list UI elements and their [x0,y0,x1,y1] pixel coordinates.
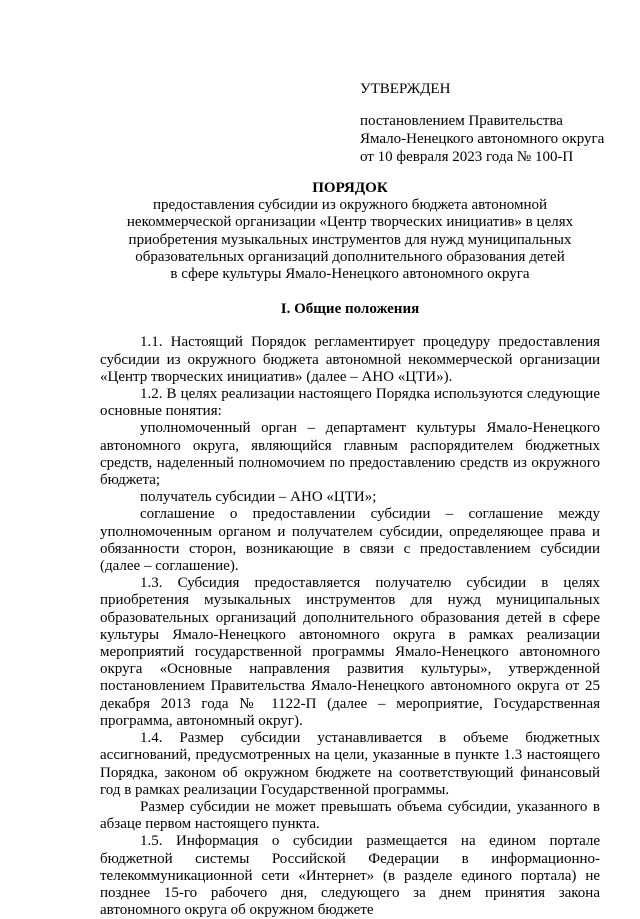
subtitle-line: в сфере культуры Ямало-Ненецкого автономного округа [170,266,530,283]
approval-line: Ямало-Ненецкого автономного округа [360,131,605,147]
paragraph: Размер субсидии не может превышать объема субсидии, указанного в абзаце первом настоящего пункта. [100,798,600,833]
document-subtitle [100,197,600,283]
approval-block [360,80,620,166]
document-title: ПОРЯДОК [312,180,388,196]
paragraph: уполномоченный орган – департамент культуры Ямало-Ненецкого автономного округа, являющийся главным распорядителем бюджетных средств, наделенный полномочием по предоставлению средств из окружного бюджета; [100,420,600,489]
subtitle-line: предоставления субсидии из окружного бюджета автономной [153,197,547,214]
paragraph: 1.4. Размер субсидии устанавливается в объеме бюджетных ассигнований, предусмотренных на цели, указанные в пункте 1.3 настоящего Порядка, законом об окружном бюджете на соответствующий финансовый год в рамках реализации Государственной программы. [100,730,600,798]
document-body [100,180,600,919]
approval-line: от 10 февраля 2023 года № 100-П [360,149,574,165]
subtitle-line: некоммерческой организации «Центр творческих инициатив» в целях [126,214,574,231]
paragraph: соглашение о предоставлении субсидии – соглашение между уполномоченным органом и получателем субсидии, определяющее права и обязанности сторон, возникающие в связи с предоставлением субсидии (далее – соглашение). [100,506,600,575]
approval-line: постановлением Правительства [360,113,563,129]
section-title: I. Общие положения [280,301,420,318]
approval-heading: УТВЕРЖДЕН [360,81,451,97]
paragraph: 1.5. Информация о субсидии размещается на едином портале бюджетной системы Российской Федерации в информационно-телекоммуникационной сети «Интернет» (в разделе единого портала) не позднее 15-го рабочего дня, следующего за днем принятия закона автономного округа об окружном бюджете [100,833,600,919]
paragraph: 1.1. Настоящий Порядок регламентирует процедуру предоставления субсидии из окружного бюджета автономной некоммерческой организации «Центр творческих инициатив» (далее – АНО «ЦТИ»). [100,334,600,385]
paragraph: 1.2. В целях реализации настоящего Порядка используются следующие основные понятия: [100,386,600,420]
paragraph: 1.3. Субсидия предоставляется получателю субсидии в целях приобретения музыкальных инструментов для нужд муниципальных образовательных организаций дополнительного образования детей в сфере культуры Ямало-Ненецкого автономного округа в рамках реализации мероприятий государственной программы Ямало-Ненецкого автономного округа «Основные направления развития культуры», утвержденной постановлением Правительства Ямало-Ненецкого автономного округа от 25 декабря 2013 года № 1122-П (далее – мероприятие, Государственная программа, автономный округ). [100,575,600,729]
subtitle-line: образовательных организаций дополнительного образования детей [135,248,565,265]
subtitle-line: приобретения музыкальных инструментов для нужд муниципальных [128,231,572,248]
paragraph: получатель субсидии – АНО «ЦТИ»; [140,489,377,506]
